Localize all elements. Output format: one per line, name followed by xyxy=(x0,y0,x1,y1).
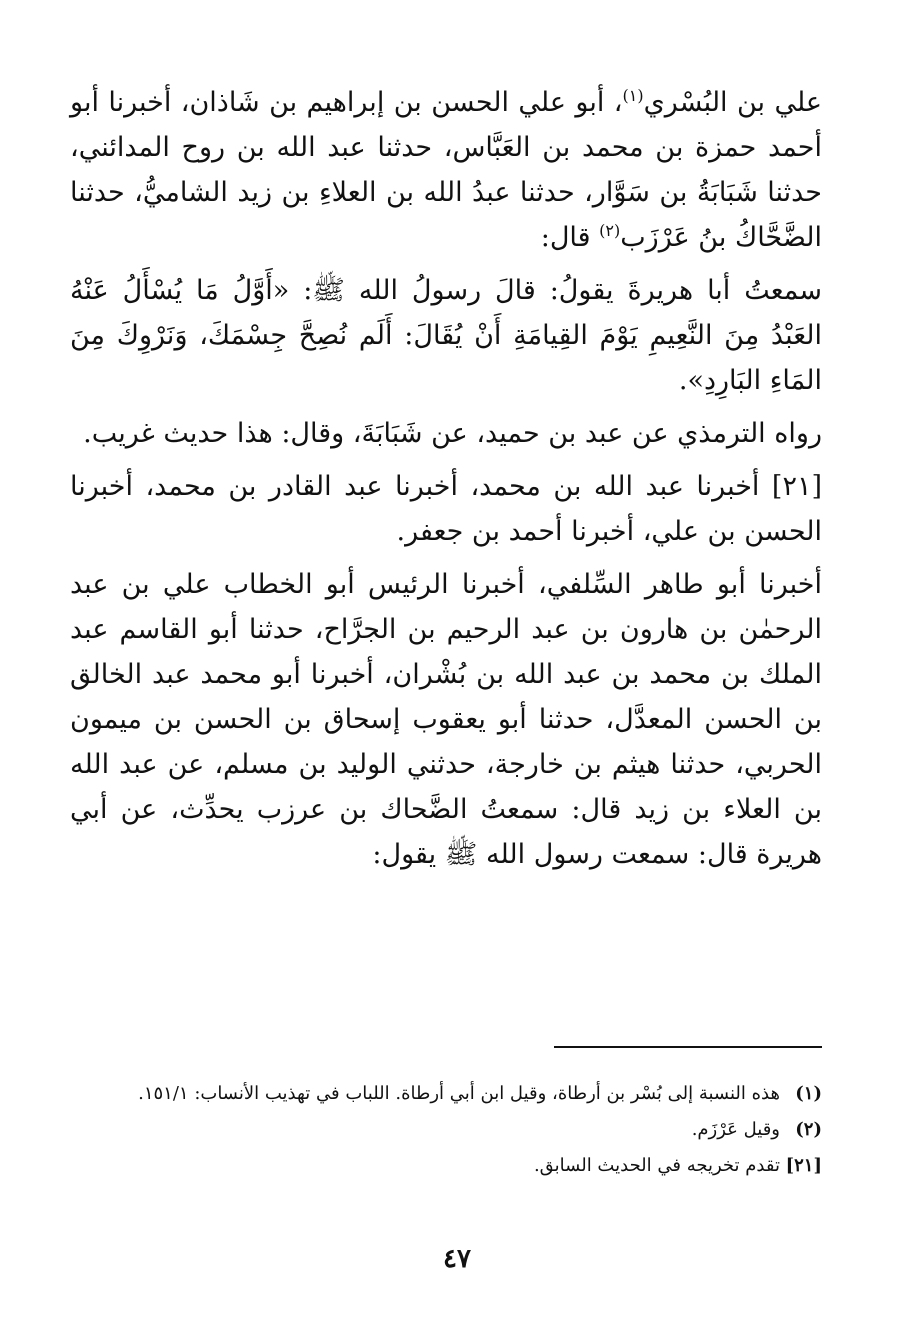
paragraph-1-middle: ، أبو علي الحسن بن إبراهيم بن شَاذان، أخبرنا أبو أحمد حمزة بن محمد بن العَبَّاس، حدثنا عبد الله بن روح المدائني، حدثنا شَبَابَةُ بن سَوَّار، حدثنا عبدُ الله بن العلاءِ بن زيد الشاميُّ، حدثنا الضَّحَّاكُ بنُ عَرْزَب xyxy=(70,87,822,253)
paragraph-hadith-matn: سمعتُ أبا هريرةَ يقولُ: قالَ رسولُ الله ﷺ: «أَوَّلُ مَا يُسْأَلُ عَنْهُ العَبْدُ مِنَ النَّعِيمِ يَوْمَ القِيامَةِ أَنْ يُقَالَ: أَلَم نُصِحَّ جِسْمَكَ، وَنَرْوِكَ مِنَ المَاءِ البَارِدِ». xyxy=(70,275,822,396)
footnote-3 xyxy=(70,1148,822,1184)
footnote-2 xyxy=(70,1112,822,1148)
footnote-1-number: (١) xyxy=(795,1083,822,1104)
paragraph-hadith-21-header: [٢١] أخبرنا عبد الله بن محمد، أخبرنا عبد القادر بن محمد، أخبرنا الحسن بن علي، أخبرنا أحمد بن جعفر. xyxy=(70,471,822,547)
paragraph-1-before: علي بن البُسْري xyxy=(643,87,822,118)
footnote-3-text: تقدم تخريجه في الحديث السابق. xyxy=(533,1155,780,1176)
footnote-marker-2[interactable]: (٢) xyxy=(599,221,621,240)
paragraph-tirmidhi-note: رواه الترمذي عن عبد بن حميد، عن شَبَابَةَ، وقال: هذا حديث غريب. xyxy=(83,418,822,449)
footnote-marker-1[interactable]: (١) xyxy=(622,86,644,105)
footnote-1-text: هذه النسبة إلى بُسْر بن أرطاة، وقيل ابن أبي أرطاة. اللباب في تهذيب الأنساب: ١٥١/١. xyxy=(138,1083,780,1104)
footnote-3-number: [٢١] xyxy=(785,1155,822,1176)
paragraph-1-after: قال: xyxy=(540,222,600,253)
footnote-2-text: وقيل عَرْزَم. xyxy=(691,1119,780,1140)
paragraph-isnad-2: أخبرنا أبو طاهر السِّلفي، أخبرنا الرئيس أبو الخطاب علي بن عبد الرحمٰن بن هارون بن عبد الرحيم بن الجرَّاح، حدثنا أبو القاسم عبد الملك بن محمد بن عبد الله بن بُشْران، أخبرنا أبو محمد عبد الخالق بن الحسن المعدَّل، حدثنا أبو يعقوب إسحاق بن الحسن بن ميمون الحربي، حدثنا هيثم بن خارجة، حدثني الوليد بن مسلم، عن عبد الله بن العلاء بن زيد قال: سمعتُ الضَّحاك بن عرزب يحدِّث، عن أبي هريرة قال: سمعت رسول الله ﷺ يقول: xyxy=(70,569,822,870)
footnote-divider xyxy=(554,1046,822,1048)
page-number: ٤٧ xyxy=(443,1244,471,1274)
footnote-2-number: (٢) xyxy=(795,1119,822,1140)
paragraph-isnad-1 xyxy=(70,80,822,260)
footnote-1 xyxy=(70,1076,822,1112)
footnotes-section xyxy=(70,1076,822,1184)
page-body xyxy=(70,80,822,877)
